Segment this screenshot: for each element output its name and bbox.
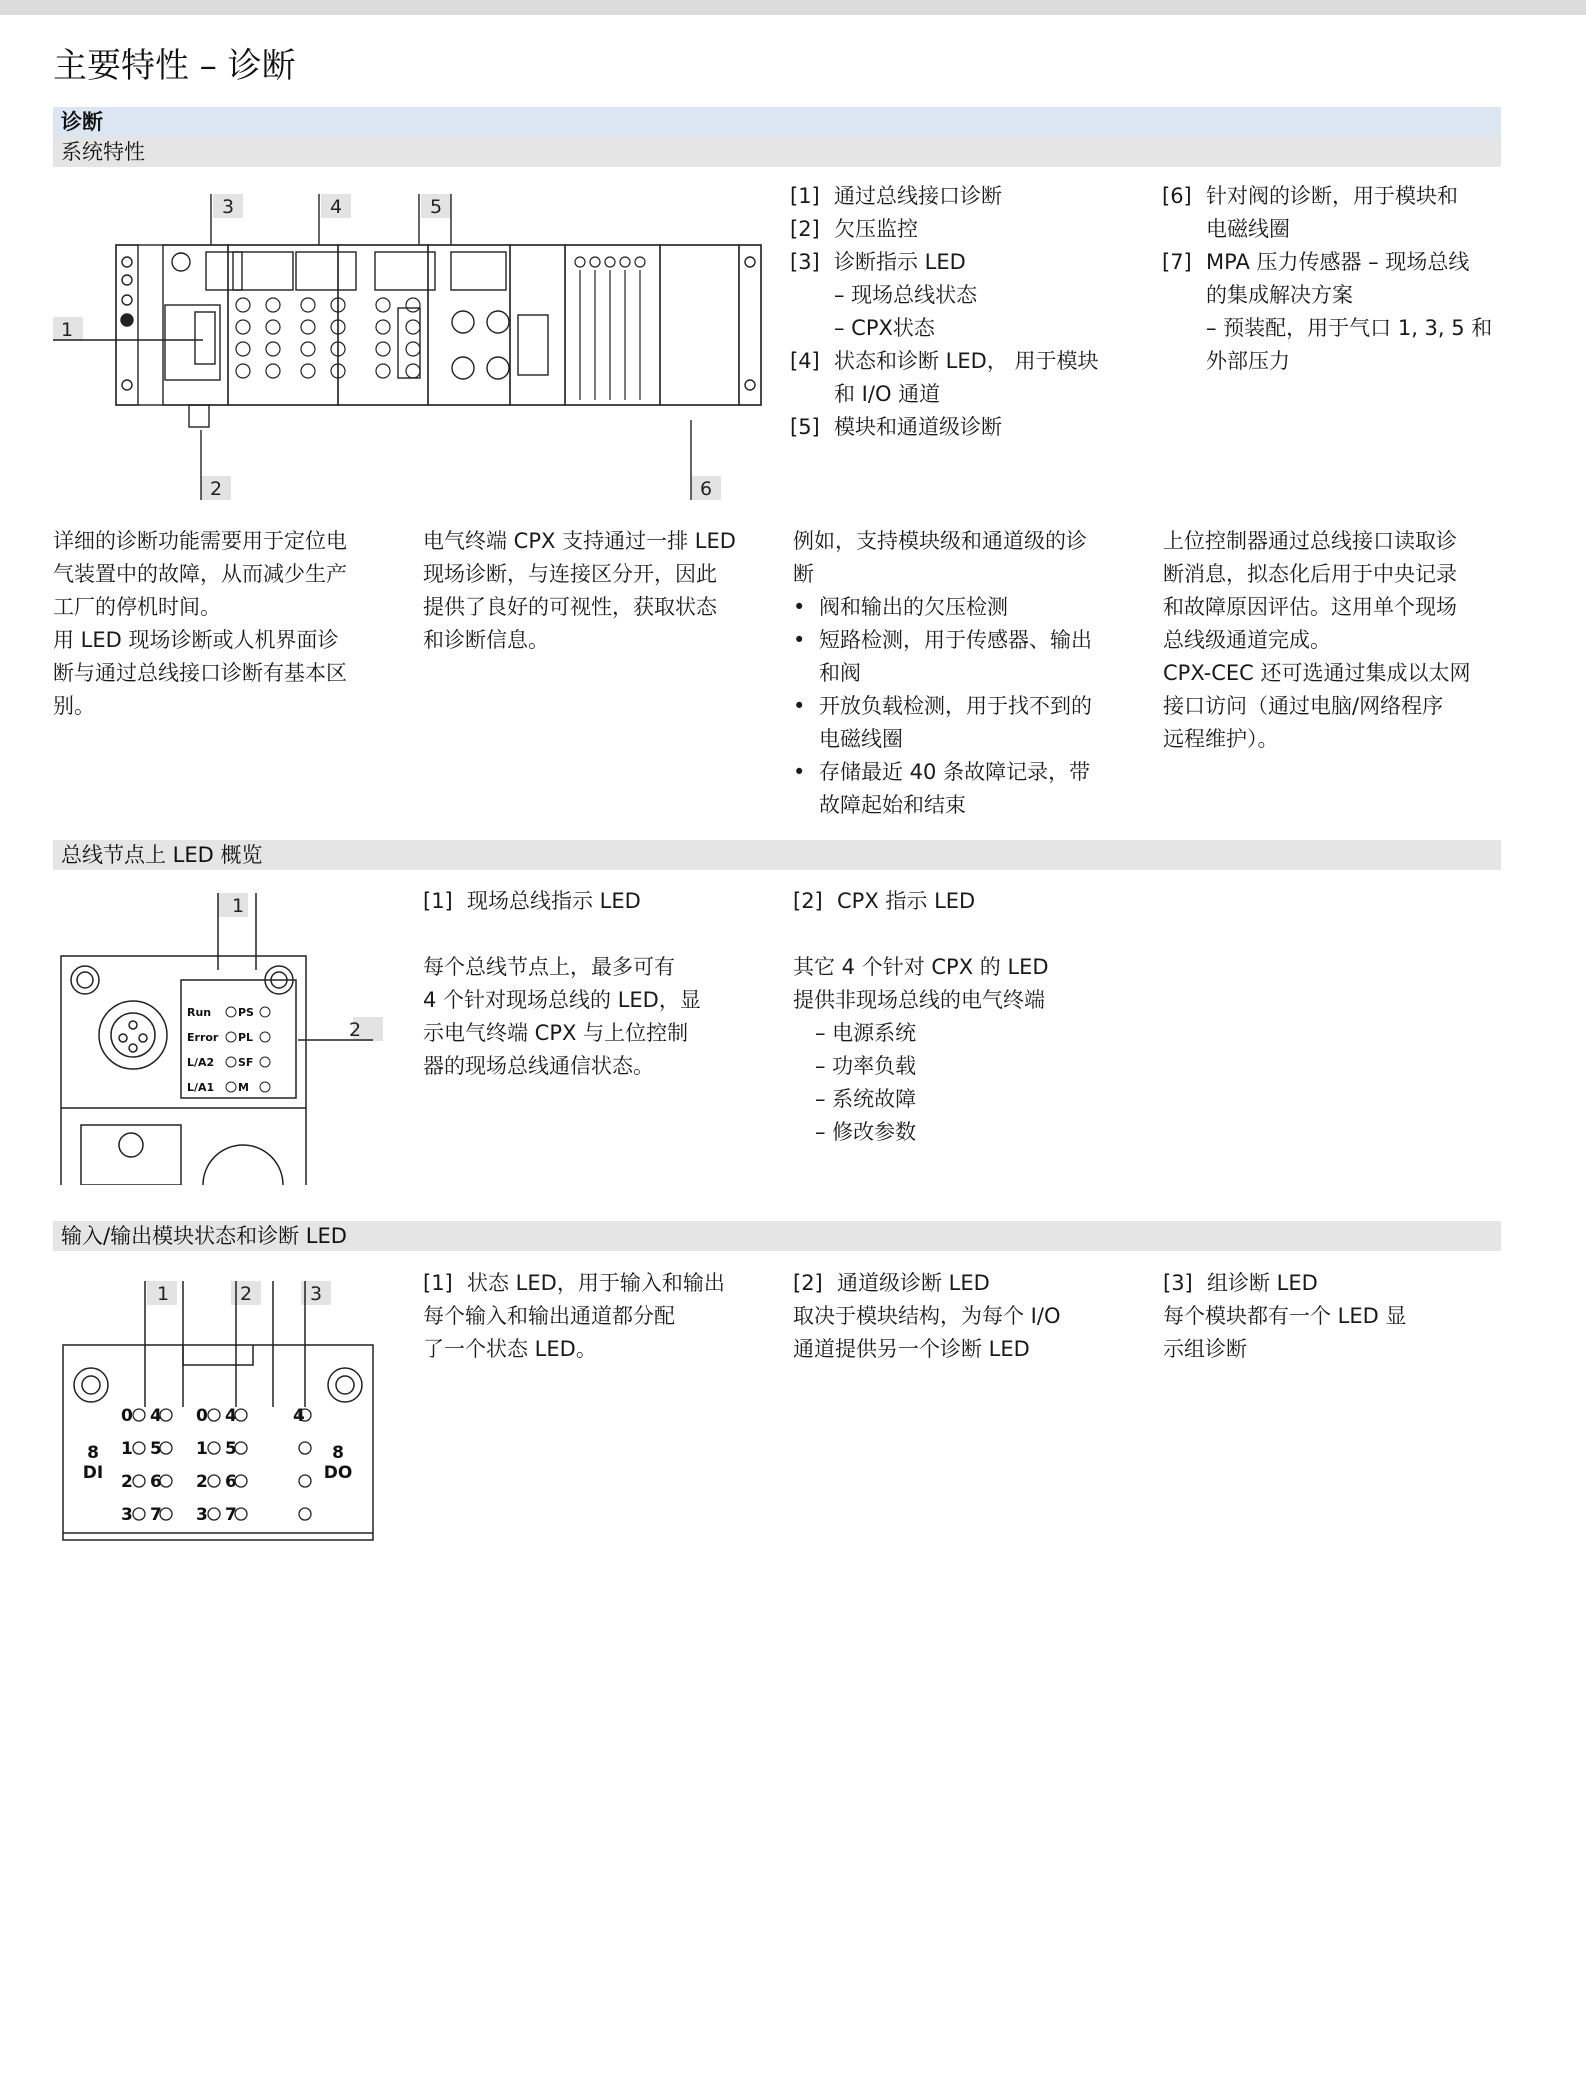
led-code-label: SF xyxy=(238,1056,254,1069)
channel-led xyxy=(208,1508,220,1520)
paragraph-line: 断消息，拟态化后用于中央记录 xyxy=(1163,562,1457,586)
led-name-label: Run xyxy=(187,1006,212,1019)
text-col-4 xyxy=(1163,525,1503,756)
bullet-item: 电磁线圈 xyxy=(819,727,903,751)
io-col-1: [1] 状态 LED，用于输入和输出 每个输入和输出通道都分配 了一个状态 LED。 xyxy=(423,1267,763,1366)
subheading-bus-node-led: 总线节点上 LED 概览 xyxy=(53,840,1501,870)
channel-number: 0 xyxy=(196,1406,208,1426)
list-item: – 电源系统 xyxy=(815,1021,917,1045)
paragraph-line: 电气终端 CPX 支持通过一排 LED xyxy=(423,529,736,553)
channel-number: 6 xyxy=(150,1472,162,1492)
connector-port xyxy=(376,298,390,312)
channel-led xyxy=(208,1409,220,1421)
text-col-3 xyxy=(793,525,1133,822)
channel-led xyxy=(208,1475,220,1487)
di-label: DI xyxy=(82,1463,104,1483)
led-indicator xyxy=(226,1082,236,1092)
subheading-system-features: 系统特性 xyxy=(53,137,1501,167)
channel-led xyxy=(133,1508,145,1520)
channel-led xyxy=(208,1442,220,1454)
valve-indicator xyxy=(635,257,645,267)
channel-number: 5 xyxy=(150,1439,162,1459)
callout-1: 1 xyxy=(60,319,74,341)
callout-5: 5 xyxy=(429,196,443,218)
paragraph-line: 断与通过总线接口诊断有基本区 xyxy=(53,661,347,685)
paragraph-line: CPX-CEC 还可选通过集成以太网 xyxy=(1163,661,1471,685)
legend-item: 的集成解决方案 xyxy=(1206,283,1353,307)
bullet-item: 故障起始和结束 xyxy=(819,793,966,817)
paragraph-line: 4 个针对现场总线的 LED，显 xyxy=(423,988,701,1012)
paragraph-line: 示组诊断 xyxy=(1163,1337,1247,1361)
legend-item: 外部压力 xyxy=(1206,349,1290,373)
section-heading-diagnosis: 诊断 xyxy=(53,107,1501,137)
channel-number: 2 xyxy=(121,1472,133,1492)
io-col-3: [3] 组诊断 LED 每个模块都有一个 LED 显 示组诊断 xyxy=(1163,1267,1503,1366)
paragraph-line: 提供非现场总线的电气终端 xyxy=(793,988,1045,1012)
bullet-item: 和阀 xyxy=(819,661,861,685)
paragraph-line: 接口访问（通过电脑/网络程序 xyxy=(1163,694,1444,718)
bus-col-2: [2] CPX 指示 LED 其它 4 个针对 CPX 的 LED 提供非现场总线的电气终端 – 电源系统 – 功率负载 – 系统故障 – 修改参数 xyxy=(793,885,1133,1149)
paragraph-line: 取决于模块结构，为每个 I/O xyxy=(793,1304,1061,1328)
callout-6: 6 xyxy=(699,478,713,500)
legend-item: [6] 针对阀的诊断，用于模块和 xyxy=(1162,184,1458,208)
callout-2: 2 xyxy=(209,478,223,500)
subheading-io-module-led: 输入/输出模块状态和诊断 LED xyxy=(53,1221,1501,1251)
connector-port xyxy=(236,364,250,378)
paragraph-line: 其它 4 个针对 CPX 的 LED xyxy=(793,955,1049,979)
connector-port xyxy=(266,364,280,378)
led-indicator xyxy=(260,1057,270,1067)
text-col-2 xyxy=(423,525,763,657)
led-name-label: Error xyxy=(187,1031,219,1044)
legend-item: – CPX状态 xyxy=(834,316,935,340)
callout-4: 4 xyxy=(329,196,343,218)
list-item: – 修改参数 xyxy=(815,1120,917,1144)
channel-number: 7 xyxy=(225,1505,237,1525)
connector-port xyxy=(406,342,420,356)
connector-port xyxy=(376,320,390,334)
channel-number: 6 xyxy=(225,1472,237,1492)
bus-callout-2: 2 xyxy=(348,1019,362,1041)
paragraph-line: 提供了良好的可视性，获取状态 xyxy=(423,595,717,619)
legend-item: – 预装配，用于气口 1, 3, 5 和 xyxy=(1206,316,1493,340)
paragraph-line: 每个总线节点上，最多可有 xyxy=(423,955,675,979)
connector-port xyxy=(266,298,280,312)
valve-indicator xyxy=(590,257,600,267)
led-indicator xyxy=(260,1007,270,1017)
connector-port xyxy=(406,298,420,312)
channel-number: 1 xyxy=(121,1439,133,1459)
legend-item: [4] 状态和诊断 LED， 用于模块 xyxy=(790,349,1099,373)
led-indicator xyxy=(226,1032,236,1042)
channel-number: 3 xyxy=(121,1505,133,1525)
bullet-item: • 存储最近 40 条故障记录，带 xyxy=(793,760,1091,784)
list-item: – 系统故障 xyxy=(815,1087,917,1111)
legend-col-2 xyxy=(1162,180,1502,378)
paragraph-line: 器的现场总线通信状态。 xyxy=(423,1054,654,1078)
paragraph-line: 用 LED 现场诊断或人机界面诊 xyxy=(53,628,339,652)
io-module-led-diagram xyxy=(53,1275,383,1550)
io-callout-2: 2 xyxy=(239,1283,253,1305)
channel-number: 2 xyxy=(196,1472,208,1492)
led-indicator xyxy=(226,1057,236,1067)
led-indicator xyxy=(226,1007,236,1017)
channel-led xyxy=(133,1475,145,1487)
connector-port xyxy=(376,342,390,356)
connector-port xyxy=(301,364,315,378)
connector-port xyxy=(301,298,315,312)
top-bar xyxy=(0,0,1586,15)
page-title: 主要特性 – 诊断 xyxy=(53,46,296,86)
connector-port xyxy=(301,320,315,334)
bus-node-led-diagram xyxy=(53,890,383,1185)
text-col-1 xyxy=(53,525,393,723)
paragraph-line: 了一个状态 LED。 xyxy=(423,1337,597,1361)
connector-port xyxy=(406,364,420,378)
bullet-item: • 短路检测，用于传感器、输出 xyxy=(793,628,1092,652)
legend-item: [5] 模块和通道级诊断 xyxy=(790,415,1002,439)
paragraph-line: 气装置中的故障，从而减少生产 xyxy=(53,562,347,586)
do-label: DO xyxy=(323,1463,353,1483)
do-count-label: 8 xyxy=(332,1443,344,1463)
paragraph-line: 例如，支持模块级和通道级的诊 xyxy=(793,529,1087,553)
channel-led xyxy=(133,1409,145,1421)
bus-callout-1: 1 xyxy=(231,895,245,917)
paragraph-line: 远程维护）。 xyxy=(1163,727,1279,751)
valve-indicator xyxy=(620,257,630,267)
paragraph-line: 现场诊断，与连接区分开，因此 xyxy=(423,562,717,586)
channel-led xyxy=(133,1442,145,1454)
paragraph-line: 每个输入和输出通道都分配 xyxy=(423,1304,675,1328)
paragraph-line: 工厂的停机时间。 xyxy=(53,595,221,619)
connector-port xyxy=(301,342,315,356)
legend-item: [3] 诊断指示 LED xyxy=(790,250,966,274)
connector-port xyxy=(236,298,250,312)
led-code-label: PL xyxy=(238,1031,254,1044)
connector-port xyxy=(266,320,280,334)
channel-number: 3 xyxy=(196,1505,208,1525)
led-code-label: M xyxy=(238,1081,249,1094)
paragraph-line: 和故障原因评估。这用单个现场 xyxy=(1163,595,1457,619)
channel-led xyxy=(299,1508,311,1520)
connector-port xyxy=(236,320,250,334)
paragraph-line: 和诊断信息。 xyxy=(423,628,549,652)
valve-indicator xyxy=(605,257,615,267)
led-name-label: L/A1 xyxy=(187,1081,215,1094)
connector-port xyxy=(406,320,420,334)
channel-number: 0 xyxy=(121,1406,133,1426)
connector-port xyxy=(266,342,280,356)
channel-number: 1 xyxy=(196,1439,208,1459)
bullet-item: • 开放负载检测，用于找不到的 xyxy=(793,694,1092,718)
paragraph-line: 别。 xyxy=(53,694,95,718)
paragraph-line: 每个模块都有一个 LED 显 xyxy=(1163,1304,1407,1328)
valve-indicator xyxy=(575,257,585,267)
channel-number: 4 xyxy=(150,1406,162,1426)
led-name-label: L/A2 xyxy=(187,1056,215,1069)
led-code-label: PS xyxy=(238,1006,254,1019)
paragraph-line: 通道提供另一个诊断 LED xyxy=(793,1337,1030,1361)
io-callout-3: 3 xyxy=(309,1283,323,1305)
channel-led xyxy=(299,1442,311,1454)
channel-number: 4 xyxy=(225,1406,237,1426)
paragraph-line: 上位控制器通过总线接口读取诊 xyxy=(1163,529,1457,553)
cpx-terminal-diagram xyxy=(53,190,773,505)
legend-item: [2] 欠压监控 xyxy=(790,217,918,241)
legend-item: 和 I/O 通道 xyxy=(834,382,941,406)
led-indicator xyxy=(260,1032,270,1042)
callout-3: 3 xyxy=(221,196,235,218)
list-item: – 功率负载 xyxy=(815,1054,917,1078)
legend-col-1 xyxy=(790,180,1140,444)
led-indicator xyxy=(260,1082,270,1092)
paragraph-line: 详细的诊断功能需要用于定位电 xyxy=(53,529,347,553)
paragraph-line: 示电气终端 CPX 与上位控制 xyxy=(423,1021,689,1045)
di-count-label: 8 xyxy=(87,1443,99,1463)
bullet-item: • 阀和输出的欠压检测 xyxy=(793,595,1008,619)
channel-number: 5 xyxy=(225,1439,237,1459)
legend-item: [1] 通过总线接口诊断 xyxy=(790,184,1002,208)
io-col-2: [2] 通道级诊断 LED 取决于模块结构，为每个 I/O 通道提供另一个诊断 LED xyxy=(793,1267,1133,1366)
paragraph-line: 总线级通道完成。 xyxy=(1163,628,1331,652)
paragraph-line: 断 xyxy=(793,562,814,586)
bus-col-1: [1] 现场总线指示 LED 每个总线节点上，最多可有 4 个针对现场总线的 LED，显 示电气终端 CPX 与上位控制 器的现场总线通信状态。 xyxy=(423,885,763,1083)
legend-item: [7] MPA 压力传感器 – 现场总线 xyxy=(1162,250,1470,274)
channel-number: 7 xyxy=(150,1505,162,1525)
legend-item: – 现场总线状态 xyxy=(834,283,978,307)
channel-led xyxy=(299,1475,311,1487)
io-callout-1: 1 xyxy=(156,1283,170,1305)
legend-item: 电磁线圈 xyxy=(1206,217,1290,241)
connector-port xyxy=(236,342,250,356)
channel-number: 4 xyxy=(293,1406,305,1426)
connector-port xyxy=(376,364,390,378)
